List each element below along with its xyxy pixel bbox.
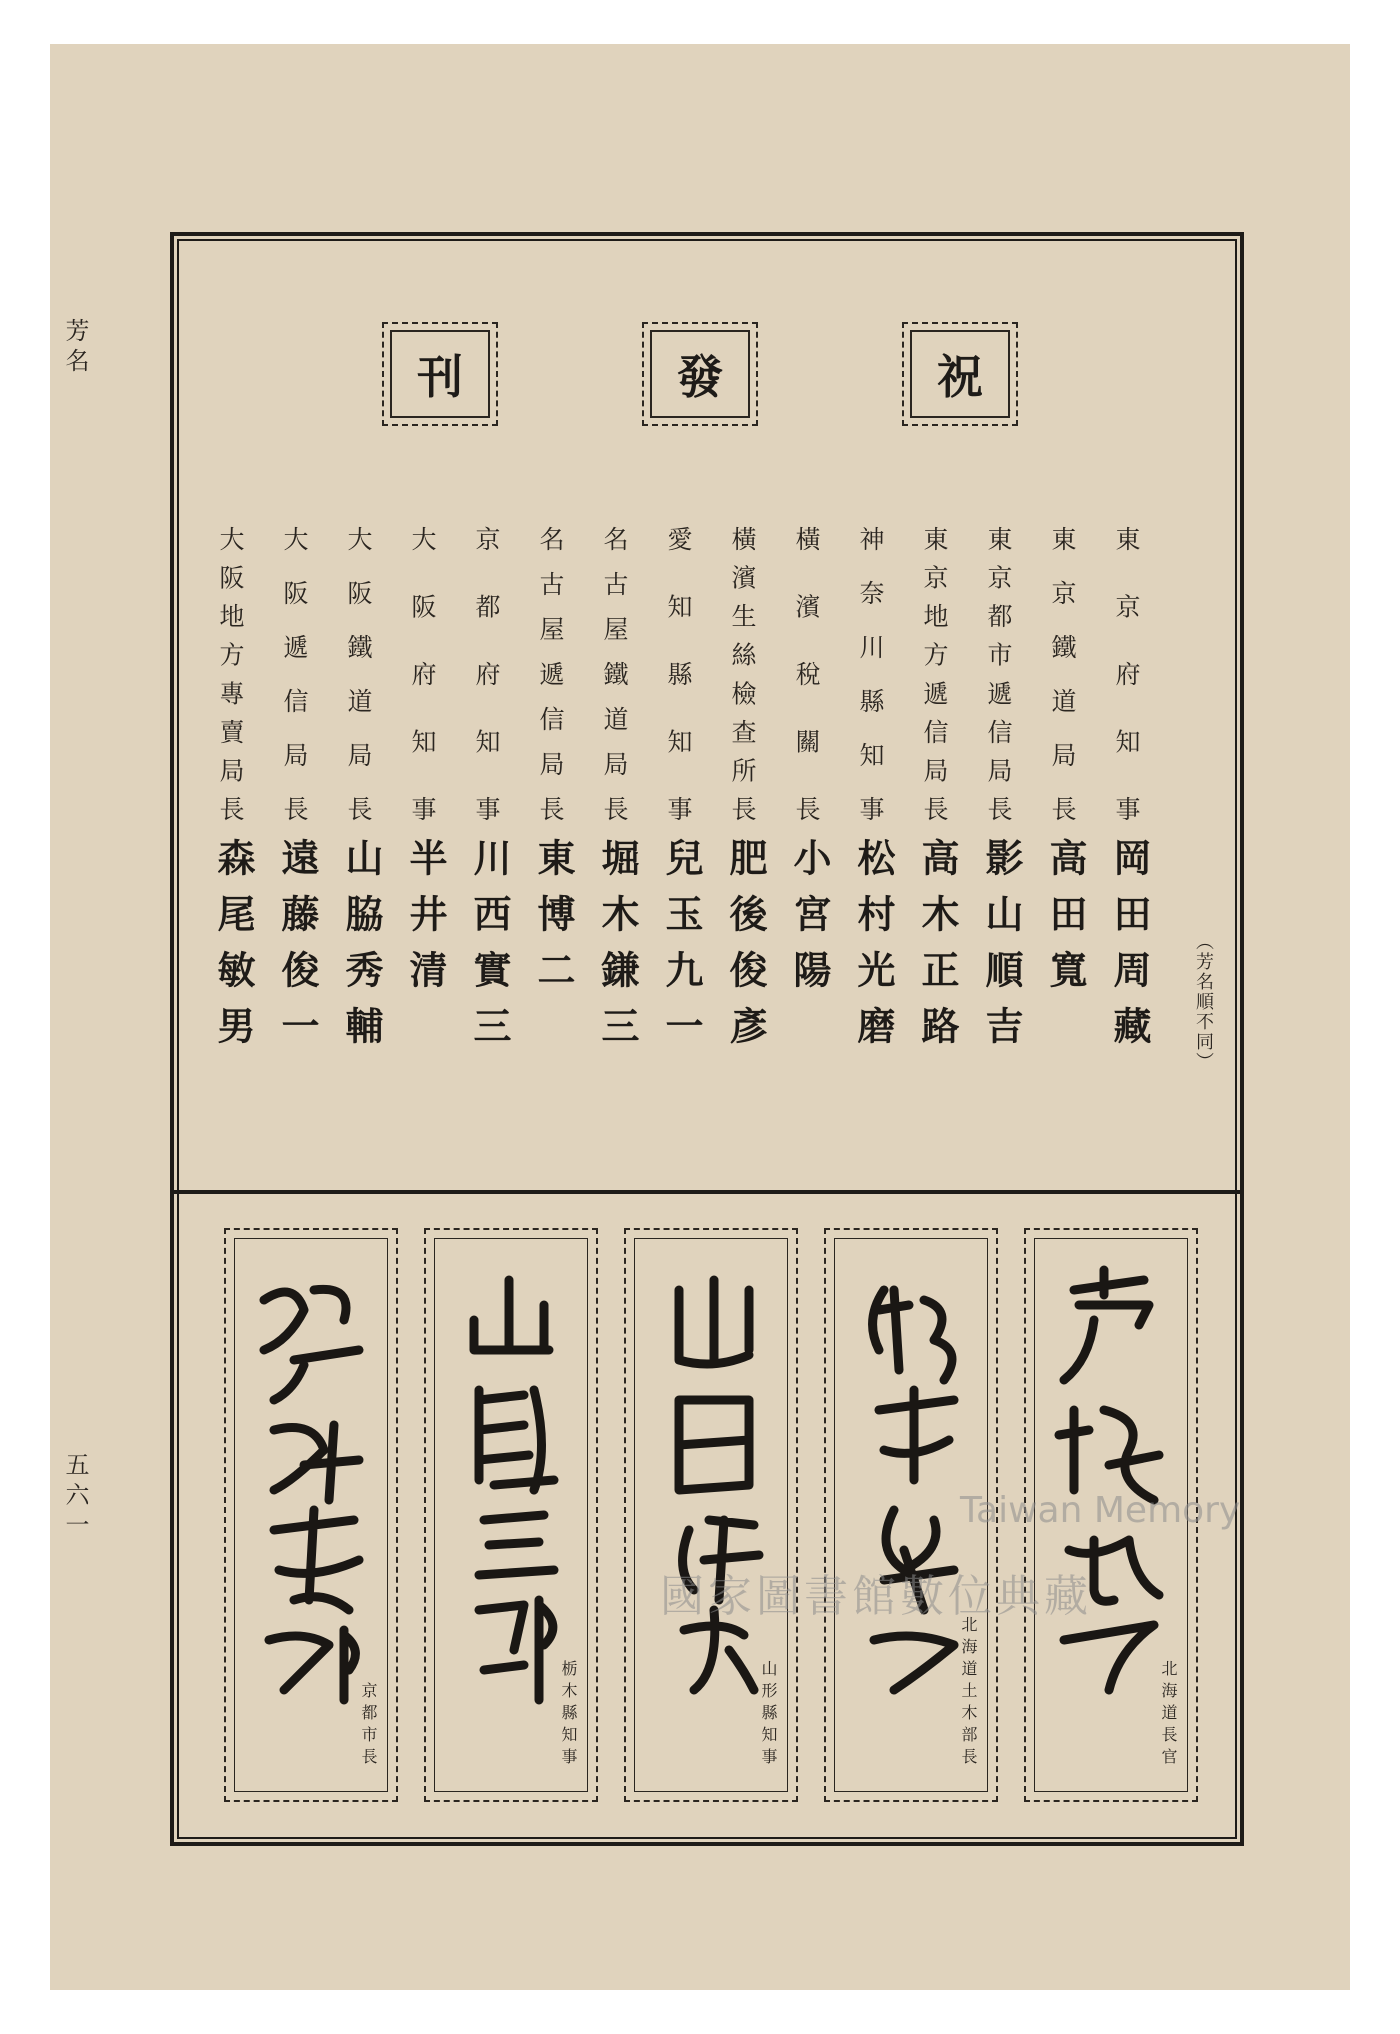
signature-card: [424, 1228, 598, 1802]
signature-brush-icon: [234, 1250, 388, 1710]
entry-name: 東博二: [531, 838, 576, 1006]
signature-brush-icon: [434, 1250, 588, 1710]
entry-column: [848, 526, 910, 1176]
entry-name: 堀木鎌三: [595, 838, 640, 1062]
signature-caption: 京都市長: [359, 1682, 378, 1770]
entry-name: 森尾敏男: [211, 838, 256, 1062]
edge-top-label: 芳名: [61, 318, 89, 378]
order-note: （芳名順不同）: [1193, 932, 1214, 1072]
watermark: [660, 1490, 1241, 1624]
section-divider: [174, 1190, 1240, 1194]
entry-name: 高田寬: [1043, 838, 1088, 1006]
signature-caption: 栃木縣知事: [559, 1660, 578, 1770]
entry-column: [720, 526, 782, 1176]
entry-name: 半井清: [403, 838, 448, 1006]
title-char: 刊: [417, 350, 463, 404]
entry-office: 大阪遞信局長: [280, 526, 309, 826]
signature-caption: 山形縣知事: [759, 1660, 778, 1770]
signature-caption: 北海道土木部長: [959, 1616, 978, 1770]
entry-name: 影山順吉: [979, 838, 1024, 1062]
page-number: 五六一: [61, 1452, 89, 1542]
entry-office: 東京都市遞信局長: [984, 526, 1013, 826]
title-char-box: [642, 322, 758, 426]
entry-column: [592, 526, 654, 1176]
entry-name: 岡田周藏: [1107, 838, 1152, 1062]
watermark-english: Taiwan Memory: [960, 1490, 1241, 1531]
entry-column: [784, 526, 846, 1176]
entry-name: 川西實三: [467, 838, 512, 1062]
entry-office: 愛知縣知事: [664, 526, 693, 826]
signature-brush-icon: [634, 1250, 788, 1710]
signature-card: [624, 1228, 798, 1802]
entry-office: 大阪鐵道局長: [344, 526, 373, 826]
entry-name: 山脇秀輔: [339, 838, 384, 1062]
entry-office: 東京鐵道局長: [1048, 526, 1077, 826]
entry-column: [464, 526, 526, 1176]
entry-column: [272, 526, 334, 1176]
entry-name: 小宮陽: [787, 838, 832, 1006]
title-char-box: [902, 322, 1018, 426]
entry-column: [1104, 526, 1166, 1176]
entry-name: 松村光磨: [851, 838, 896, 1062]
entry-column: [400, 526, 462, 1176]
entry-office: 橫濱稅關長: [792, 526, 821, 826]
entry-name: 兒玉九一: [659, 838, 704, 1062]
title-char: 祝: [937, 350, 983, 404]
signature-caption: 北海道長官: [1159, 1660, 1178, 1770]
entry-column: [1040, 526, 1102, 1176]
entry-office: 名古屋遞信局長: [536, 526, 565, 826]
entry-office: 大阪府知事: [408, 526, 437, 826]
watermark-chinese: 國家圖書館數位典藏: [660, 1571, 1092, 1622]
entry-column: [976, 526, 1038, 1176]
title-char: 發: [677, 350, 723, 404]
entry-office: 東京府知事: [1112, 526, 1141, 826]
signature-card: [224, 1228, 398, 1802]
entry-name: 肥後俊彥: [723, 838, 768, 1062]
title-char-box: [382, 322, 498, 426]
entry-office: 橫濱生絲檢查所長: [728, 526, 757, 826]
entry-name: 高木正路: [915, 838, 960, 1062]
entry-office: 神奈川縣知事: [856, 526, 885, 826]
signature-brush-icon: [1034, 1250, 1188, 1710]
entry-office: 京都府知事: [472, 526, 501, 826]
entry-column: [912, 526, 974, 1176]
entry-column: [528, 526, 590, 1176]
entry-name: 遠藤俊一: [275, 838, 320, 1062]
entry-column: [336, 526, 398, 1176]
entry-column: [208, 526, 270, 1176]
entry-office: 大阪地方專賣局長: [216, 526, 245, 826]
entry-column: [656, 526, 718, 1176]
entry-office: 東京地方遞信局長: [920, 526, 949, 826]
entry-office: 名古屋鐵道局長: [600, 526, 629, 826]
